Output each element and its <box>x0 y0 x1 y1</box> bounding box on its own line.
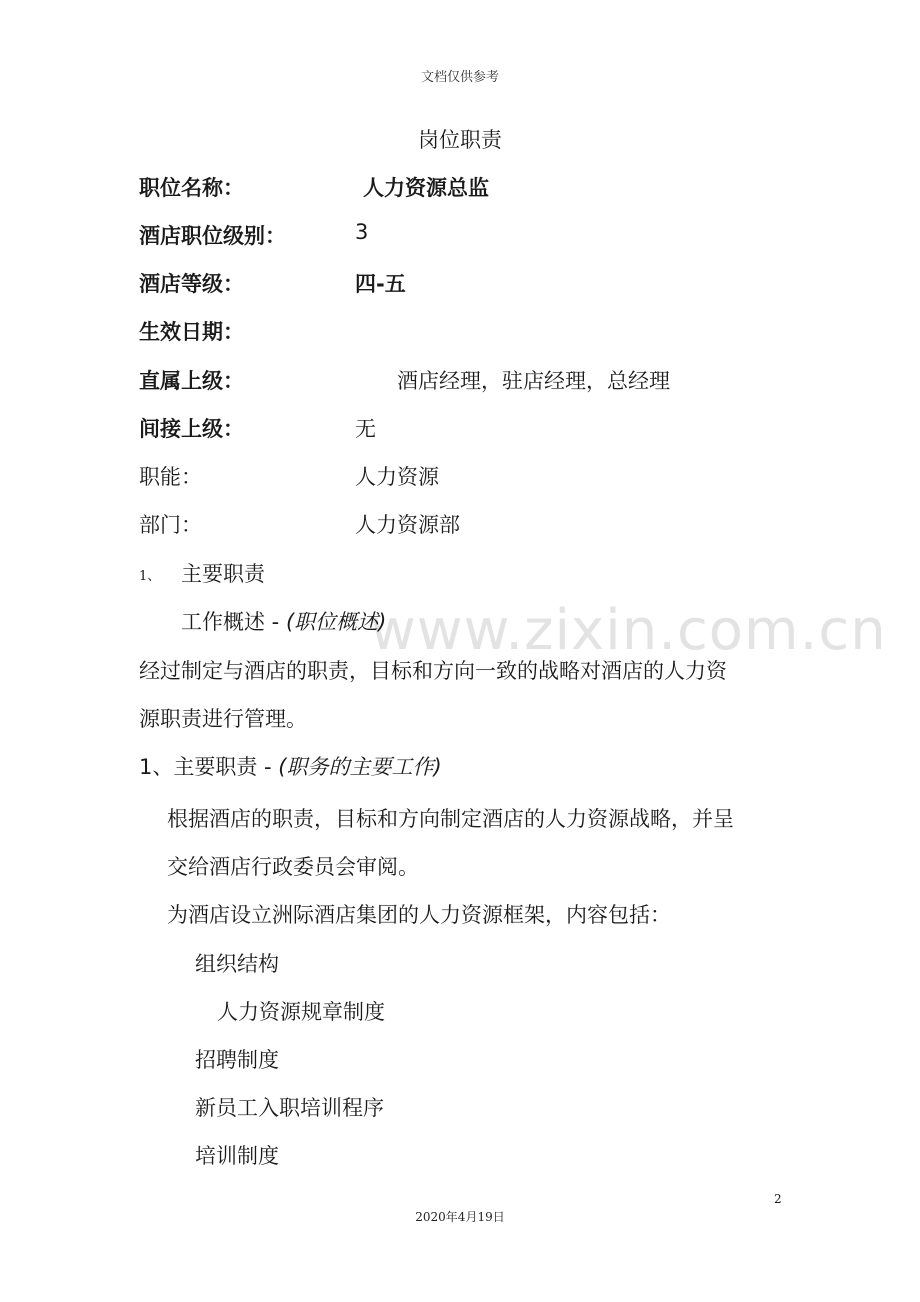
framework-item: 组织结构 <box>195 952 279 976</box>
duties-label: 1、主要职责 - <box>139 755 279 779</box>
overview-label: 工作概述 - <box>181 610 286 634</box>
field-label-effective-date: 生效日期： <box>139 320 244 344</box>
duty-p2: 为酒店设立洲际酒店集团的人力资源框架，内容包括： <box>167 903 671 927</box>
overview-line <box>181 606 386 636</box>
section-heading: 主要职责 <box>181 562 265 586</box>
framework-item: 人力资源规章制度 <box>217 1000 385 1024</box>
duty-p1-line2: 交给酒店行政委员会审阅。 <box>167 855 419 879</box>
watermark: www.zixin.com.cn <box>370 598 887 663</box>
framework-item: 新员工入职培训程序 <box>195 1096 384 1120</box>
field-label-function: 职能： <box>139 465 202 489</box>
field-label-direct-superior: 直属上级： <box>139 369 244 393</box>
field-label-position-name: 职位名称： <box>139 176 244 200</box>
field-value-department: 人力资源部 <box>355 513 460 537</box>
framework-item: 培训制度 <box>195 1144 279 1168</box>
field-value-direct-superior: 酒店经理，驻店经理，总经理 <box>397 369 670 393</box>
field-label-hotel-grade: 酒店等级： <box>139 272 244 296</box>
field-value-function: 人力资源 <box>355 465 439 489</box>
field-value-position-name: 人力资源总监 <box>363 176 489 200</box>
field-label-hotel-level: 酒店职位级别： <box>139 224 286 248</box>
overview-text-line1: 经过制定与酒店的职责，目标和方向一致的战略对酒店的人力资 <box>139 659 727 683</box>
field-value-indirect-superior: 无 <box>355 417 376 441</box>
framework-item: 招聘制度 <box>195 1048 279 1072</box>
field-label-department: 部门： <box>139 513 202 537</box>
field-value-hotel-grade: 四-五 <box>355 272 406 296</box>
overview-text-line2: 源职责进行管理。 <box>139 707 307 731</box>
field-label-indirect-superior: 间接上级： <box>139 417 244 441</box>
footer-date: 2020年4月19日 <box>415 1210 505 1224</box>
duty-p1-line1: 根据酒店的职责，目标和方向制定酒店的人力资源战略，并呈 <box>167 807 734 831</box>
page-number: 2 <box>774 1192 782 1206</box>
field-value-hotel-level: 3 <box>355 220 369 244</box>
overview-note: (职位概述) <box>285 610 387 634</box>
page-title: 岗位职责 <box>418 128 502 152</box>
duties-heading <box>139 751 442 781</box>
duties-note: (职务的主要工作) <box>278 755 442 779</box>
page-header: 文档仅供参考 <box>420 70 499 85</box>
section-number: 1、 <box>139 569 161 584</box>
